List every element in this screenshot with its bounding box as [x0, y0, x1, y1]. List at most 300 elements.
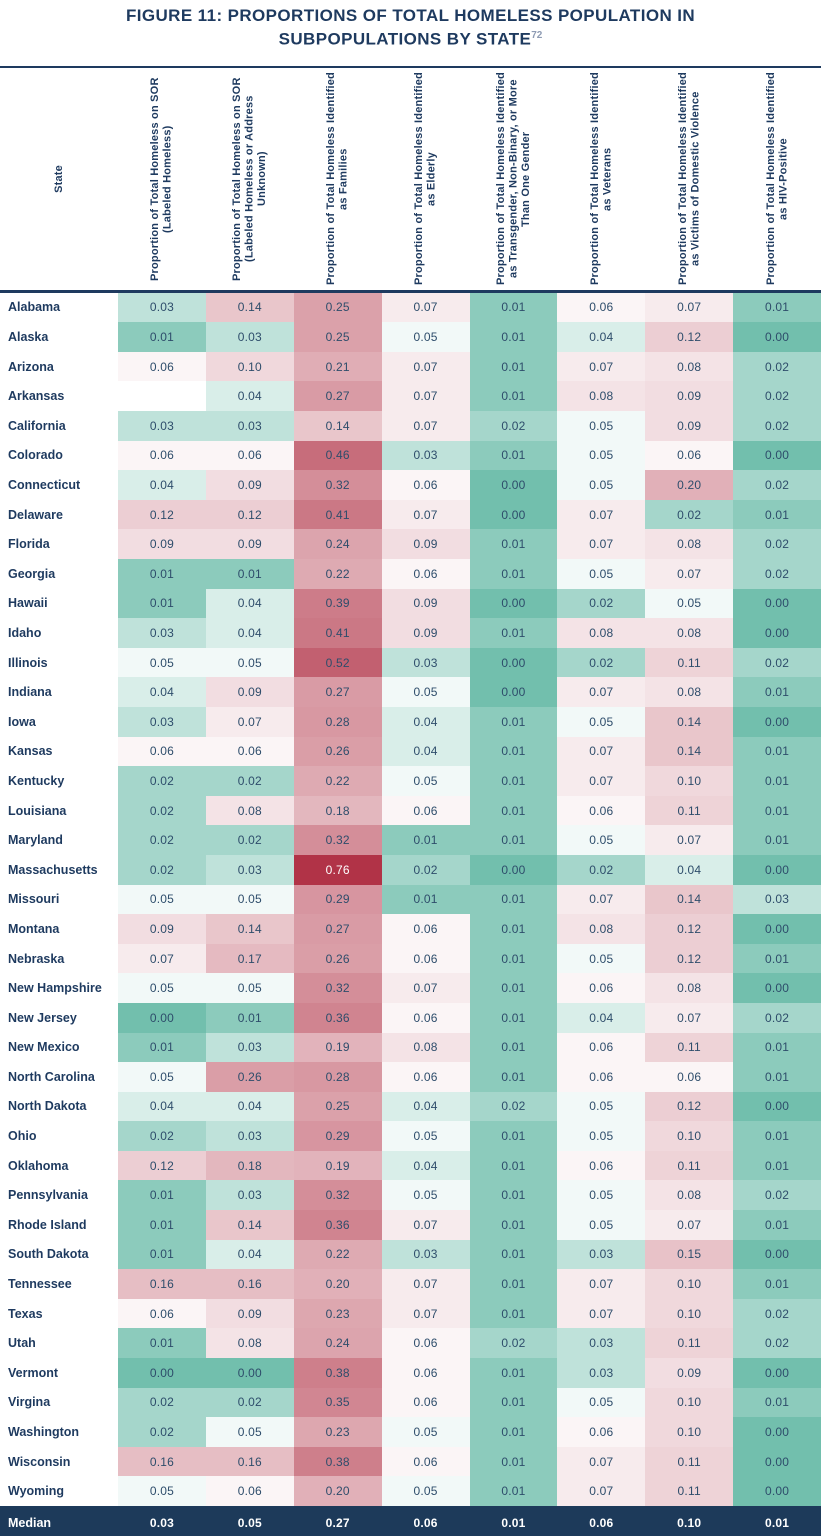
value-cell: 0.01: [470, 381, 558, 411]
value-cell: 0.04: [206, 618, 294, 648]
state-column-header: [0, 68, 118, 290]
value-cell: 0.07: [557, 1269, 645, 1299]
value-cell: 0.05: [557, 441, 645, 471]
value-cell: 0.07: [645, 559, 733, 589]
value-cell: 0.18: [206, 1151, 294, 1181]
value-cell: 0.06: [645, 441, 733, 471]
median-value-cell: 0.10: [677, 1515, 702, 1530]
state-label: South Dakota: [0, 1240, 118, 1270]
value-cell: 0.02: [645, 500, 733, 530]
table-row: [0, 885, 821, 915]
value-cell: 0.02: [733, 470, 821, 500]
value-cell: 0.05: [645, 589, 733, 619]
value-cell: 0.03: [206, 1180, 294, 1210]
value-cell: 0.05: [118, 973, 206, 1003]
value-cell: 0.02: [382, 855, 470, 885]
table-row: [0, 1388, 821, 1418]
value-cell: 0.04: [382, 1151, 470, 1181]
value-cell: 0.04: [206, 381, 294, 411]
state-label: Florida: [0, 529, 118, 559]
value-cell: 0.01: [470, 1062, 558, 1092]
state-label: Wyoming: [0, 1476, 118, 1506]
value-cell: 0.07: [557, 766, 645, 796]
value-cell: 0.22: [294, 766, 382, 796]
column-header-label: Proportion of Total Homeless Identified as Elderly: [413, 72, 438, 286]
value-cell: 0.00: [733, 589, 821, 619]
value-cell: 0.01: [470, 766, 558, 796]
value-cell: 0.41: [294, 618, 382, 648]
table-row: [0, 500, 821, 530]
value-cell: 0.02: [557, 648, 645, 678]
value-cell: 0.02: [733, 1328, 821, 1358]
state-label: Missouri: [0, 885, 118, 915]
column-header-label: Proportion of Total Homeless on SOR (Labeled Homeless or Address Unknown): [231, 76, 269, 281]
table-row: [0, 381, 821, 411]
value-cell: 0.39: [294, 589, 382, 619]
value-cell: 0.05: [206, 1417, 294, 1447]
value-cell: 0.05: [382, 677, 470, 707]
value-cell: 0.20: [294, 1476, 382, 1506]
value-cell: 0.06: [118, 1299, 206, 1329]
value-cell: 0.25: [294, 293, 382, 323]
value-cell: 0.01: [733, 1269, 821, 1299]
value-cell: 0.01: [470, 914, 558, 944]
value-cell: 0.01: [470, 1121, 558, 1151]
value-cell: 0.07: [382, 500, 470, 530]
state-label: Virgina: [0, 1388, 118, 1418]
value-cell: 0.16: [206, 1447, 294, 1477]
table-row: [0, 1417, 821, 1447]
value-cell: 0.01: [733, 1121, 821, 1151]
value-cell: 0.14: [645, 707, 733, 737]
value-cell: 0.01: [470, 796, 558, 826]
value-cell: 0.01: [470, 1180, 558, 1210]
value-cell: 0.01: [470, 1269, 558, 1299]
value-cell: 0.14: [294, 411, 382, 441]
value-cell: 0.00: [118, 1003, 206, 1033]
table-row: [0, 825, 821, 855]
value-cell: 0.06: [382, 1447, 470, 1477]
value-cell: 0.28: [294, 707, 382, 737]
value-cell: 0.36: [294, 1003, 382, 1033]
value-cell: 0.03: [557, 1240, 645, 1270]
table-row: [0, 618, 821, 648]
value-cell: 0.11: [645, 796, 733, 826]
table-row: [0, 1062, 821, 1092]
value-cell: 0.25: [294, 1092, 382, 1122]
value-cell: 0.02: [118, 1388, 206, 1418]
value-cell: 0.09: [645, 381, 733, 411]
value-cell: 0.05: [382, 1121, 470, 1151]
value-cell: 0.05: [557, 1121, 645, 1151]
value-cell: 0.07: [645, 1003, 733, 1033]
value-cell: 0.07: [645, 1210, 733, 1240]
value-cell: 0.06: [206, 1476, 294, 1506]
table-row: [0, 1180, 821, 1210]
value-cell: 0.05: [557, 1388, 645, 1418]
value-cell: 0.01: [470, 322, 558, 352]
state-label: Louisiana: [0, 796, 118, 826]
value-cell: 0.01: [733, 944, 821, 974]
value-cell: 0.06: [645, 1062, 733, 1092]
state-label: Vermont: [0, 1358, 118, 1388]
value-cell: 0.10: [645, 1417, 733, 1447]
value-cell: 0.07: [557, 352, 645, 382]
value-cell: 0.16: [206, 1269, 294, 1299]
state-label: Oklahoma: [0, 1151, 118, 1181]
value-cell: 0.05: [557, 470, 645, 500]
table-row: [0, 322, 821, 352]
value-cell: 0.14: [645, 737, 733, 767]
state-label: Montana: [0, 914, 118, 944]
value-cell: 0.01: [118, 1240, 206, 1270]
value-cell: 0.01: [118, 1328, 206, 1358]
state-label: New Mexico: [0, 1033, 118, 1063]
value-cell: 0.01: [733, 293, 821, 323]
value-cell: 0.02: [733, 1299, 821, 1329]
value-cell: 0.07: [557, 1447, 645, 1477]
value-cell: 0.03: [118, 618, 206, 648]
value-cell: 0.00: [470, 677, 558, 707]
value-cell: 0.27: [294, 914, 382, 944]
value-cell: 0.28: [294, 1062, 382, 1092]
value-cell: 0.00: [733, 707, 821, 737]
value-cell: 0.02: [733, 1003, 821, 1033]
state-label: Colorado: [0, 441, 118, 471]
table-row: [0, 766, 821, 796]
value-cell: 0.06: [206, 737, 294, 767]
figure-title-line2-text: SUBPOPULATIONS BY STATE: [278, 29, 532, 49]
value-cell: 0.01: [382, 885, 470, 915]
value-cell: 0.06: [382, 559, 470, 589]
value-cell: 0.11: [645, 1476, 733, 1506]
value-cell: 0.06: [382, 1003, 470, 1033]
value-cell: 0.25: [294, 322, 382, 352]
value-cell: 0.08: [206, 796, 294, 826]
value-cell: 0.12: [118, 1151, 206, 1181]
median-label: Median: [8, 1515, 52, 1530]
value-cell: 0.03: [382, 441, 470, 471]
value-cell: 0.01: [470, 885, 558, 915]
value-cell: 0.07: [382, 352, 470, 382]
value-cell: 0.03: [557, 1358, 645, 1388]
value-cell: 0.01: [382, 825, 470, 855]
median-value-cell: 0.03: [149, 1515, 175, 1530]
value-cell: 0.07: [382, 1299, 470, 1329]
state-label: Washington: [0, 1417, 118, 1447]
value-cell: 0.04: [206, 1240, 294, 1270]
value-cell: 0.32: [294, 470, 382, 500]
value-cell: 0.02: [733, 529, 821, 559]
table-row: [0, 1003, 821, 1033]
value-cell: 0.01: [470, 1033, 558, 1063]
value-cell: 0.18: [294, 796, 382, 826]
median-value-cell: 0.06: [413, 1515, 438, 1530]
column-header-label: Proportion of Total Homeless Identified as Veterans: [588, 72, 614, 286]
state-label: Alaska: [0, 322, 118, 352]
value-cell: 0.01: [733, 766, 821, 796]
value-cell: 0.09: [382, 589, 470, 619]
value-cell: 0.05: [382, 766, 470, 796]
value-cell: 0.21: [294, 352, 382, 382]
value-cell: 0.11: [645, 1151, 733, 1181]
column-header-5: [470, 68, 558, 290]
table-row: [0, 707, 821, 737]
value-cell: 0.01: [733, 796, 821, 826]
value-cell: 0.29: [294, 1121, 382, 1151]
value-cell: 0.26: [294, 944, 382, 974]
value-cell: 0.32: [294, 1180, 382, 1210]
value-cell: 0.05: [118, 648, 206, 678]
state-label: Pennsylvania: [0, 1180, 118, 1210]
value-cell: 0.14: [645, 885, 733, 915]
table-row: [0, 293, 821, 323]
value-cell: 0.01: [470, 1447, 558, 1477]
value-cell: 0.00: [733, 322, 821, 352]
value-cell: 0.15: [645, 1240, 733, 1270]
value-cell: 0.02: [557, 855, 645, 885]
value-cell: 0.08: [645, 618, 733, 648]
value-cell: 0.06: [382, 914, 470, 944]
value-cell: 0.01: [470, 1240, 558, 1270]
value-cell: 0.05: [557, 707, 645, 737]
value-cell: 0.01: [733, 825, 821, 855]
value-cell: 0.10: [645, 1121, 733, 1151]
value-cell: 0.08: [557, 618, 645, 648]
median-value-cell: 0.01: [501, 1515, 526, 1530]
value-cell: 0.06: [382, 1358, 470, 1388]
figure-title: [0, 0, 821, 50]
value-cell: 0.00: [470, 589, 558, 619]
value-cell: 0.24: [294, 529, 382, 559]
table-row: [0, 1358, 821, 1388]
value-cell: 0.01: [733, 1388, 821, 1418]
table-row: [0, 1121, 821, 1151]
value-cell: 0.00: [733, 1358, 821, 1388]
value-cell: 0.03: [206, 1033, 294, 1063]
value-cell: 0.07: [557, 1476, 645, 1506]
value-cell: 0.02: [733, 411, 821, 441]
median-value-cell: 0.27: [325, 1515, 350, 1530]
median-value-cell: 0.05: [237, 1515, 262, 1530]
value-cell: 0.01: [118, 1180, 206, 1210]
value-cell: 0.07: [557, 677, 645, 707]
value-cell: 0.01: [470, 441, 558, 471]
value-cell: 0.12: [118, 500, 206, 530]
value-cell: 0.08: [206, 1328, 294, 1358]
value-cell: 0.19: [294, 1033, 382, 1063]
state-label: New Hampshire: [0, 973, 118, 1003]
value-cell: 0.02: [118, 1417, 206, 1447]
table-row: [0, 589, 821, 619]
table-row: [0, 529, 821, 559]
value-cell: 0.38: [294, 1358, 382, 1388]
value-cell: 0.07: [557, 1299, 645, 1329]
value-cell: 0.01: [470, 1299, 558, 1329]
value-cell: 0.02: [118, 825, 206, 855]
state-column-header-label: State: [52, 164, 65, 193]
value-cell: 0.05: [382, 1180, 470, 1210]
table-row: [0, 944, 821, 974]
value-cell: 0.08: [645, 677, 733, 707]
value-cell: 0.05: [206, 648, 294, 678]
value-cell: 0.03: [206, 411, 294, 441]
value-cell: 0.01: [470, 1388, 558, 1418]
table-row: [0, 1447, 821, 1477]
value-cell: 0.10: [645, 1299, 733, 1329]
value-cell: 0.05: [557, 1092, 645, 1122]
value-cell: 0.02: [733, 352, 821, 382]
value-cell: 0.08: [645, 352, 733, 382]
value-cell: 0.08: [645, 973, 733, 1003]
value-cell: 0.01: [118, 1033, 206, 1063]
value-cell: 0.06: [206, 441, 294, 471]
value-cell: 0.04: [382, 737, 470, 767]
state-label: Iowa: [0, 707, 118, 737]
heatmap-body: [0, 293, 821, 1506]
value-cell: 0.10: [645, 1388, 733, 1418]
column-header-6: [557, 68, 645, 290]
value-cell: 0.01: [733, 1062, 821, 1092]
value-cell: 0.14: [206, 1210, 294, 1240]
value-cell: 0.09: [206, 677, 294, 707]
value-cell: 0.20: [645, 470, 733, 500]
value-cell: 0.07: [382, 1269, 470, 1299]
value-cell: 0.22: [294, 559, 382, 589]
table-row: [0, 973, 821, 1003]
value-cell: 0.00: [733, 1447, 821, 1477]
table-row: [0, 470, 821, 500]
value-cell: 0.14: [206, 914, 294, 944]
value-cell: 0.22: [294, 1240, 382, 1270]
value-cell: 0.12: [645, 914, 733, 944]
value-cell: 0.01: [470, 618, 558, 648]
column-header-4: [382, 68, 470, 290]
heatmap-column-headers: [0, 68, 821, 293]
table-row: [0, 1210, 821, 1240]
value-cell: 0.09: [118, 529, 206, 559]
value-cell: 0.09: [382, 529, 470, 559]
table-row: [0, 796, 821, 826]
state-label: Arkansas: [0, 381, 118, 411]
value-cell: 0.05: [557, 411, 645, 441]
value-cell: 0.00: [733, 855, 821, 885]
value-cell: 0.11: [645, 648, 733, 678]
value-cell: 0.01: [470, 1358, 558, 1388]
value-cell: 0.08: [645, 529, 733, 559]
value-cell: 0.01: [470, 352, 558, 382]
table-row: [0, 1269, 821, 1299]
column-header-2: [206, 68, 294, 290]
value-cell: 0.05: [206, 973, 294, 1003]
value-cell: 0.06: [557, 796, 645, 826]
value-cell: 0.16: [118, 1447, 206, 1477]
value-cell: 0.00: [733, 441, 821, 471]
table-row: [0, 352, 821, 382]
value-cell: 0.01: [470, 293, 558, 323]
value-cell: 0.10: [206, 352, 294, 382]
column-header-label: Proportion of Total Homeless Identified as Transgender, Non-Binary, or More Than One Gender: [494, 72, 532, 286]
value-cell: 0.01: [470, 1210, 558, 1240]
state-label: Rhode Island: [0, 1210, 118, 1240]
value-cell: 0.00: [118, 1358, 206, 1388]
value-cell: 0.05: [557, 825, 645, 855]
value-cell: 0.02: [733, 559, 821, 589]
value-cell: 0.00: [733, 1417, 821, 1447]
value-cell: 0.09: [206, 529, 294, 559]
state-label: Kansas: [0, 737, 118, 767]
value-cell: 0.02: [118, 796, 206, 826]
value-cell: 0.16: [118, 1269, 206, 1299]
value-cell: 0.12: [206, 500, 294, 530]
value-cell: 0.01: [470, 825, 558, 855]
value-cell: 0.03: [206, 322, 294, 352]
value-cell: 0.04: [382, 707, 470, 737]
value-cell: 0.05: [206, 885, 294, 915]
value-cell: 0.03: [118, 293, 206, 323]
state-label: Connecticut: [0, 470, 118, 500]
state-label: North Carolina: [0, 1062, 118, 1092]
table-row: [0, 677, 821, 707]
value-cell: 0.24: [294, 1328, 382, 1358]
value-cell: 0.02: [206, 1388, 294, 1418]
median-value-cell: 0.06: [589, 1515, 614, 1530]
value-cell: 0.23: [294, 1299, 382, 1329]
value-cell: 0.02: [470, 411, 558, 441]
value-cell: 0.10: [645, 766, 733, 796]
value-cell: 0.03: [118, 411, 206, 441]
value-cell: 0.20: [294, 1269, 382, 1299]
state-label: Maryland: [0, 825, 118, 855]
state-label: Texas: [0, 1299, 118, 1329]
value-cell: 0.76: [294, 855, 382, 885]
value-cell: 0.01: [118, 322, 206, 352]
value-cell: 0.03: [557, 1328, 645, 1358]
value-cell: 0.27: [294, 381, 382, 411]
value-cell: 0.06: [557, 1417, 645, 1447]
value-cell: 0.04: [118, 677, 206, 707]
value-cell: 0.02: [118, 766, 206, 796]
value-cell: 0.06: [382, 796, 470, 826]
state-label: Ohio: [0, 1121, 118, 1151]
value-cell: [118, 381, 206, 411]
value-cell: 0.09: [645, 1358, 733, 1388]
table-row: [0, 1092, 821, 1122]
value-cell: 0.03: [382, 648, 470, 678]
value-cell: 0.01: [733, 1151, 821, 1181]
value-cell: 0.06: [557, 1033, 645, 1063]
column-header-label: Proportion of Total Homeless on SOR (Labeled Homeless): [149, 76, 174, 281]
median-value-cell: 0.01: [764, 1515, 790, 1530]
value-cell: 0.05: [557, 1180, 645, 1210]
value-cell: 0.05: [382, 1476, 470, 1506]
table-row: [0, 1033, 821, 1063]
value-cell: 0.14: [206, 293, 294, 323]
value-cell: 0.06: [382, 1062, 470, 1092]
value-cell: 0.02: [206, 766, 294, 796]
value-cell: 0.01: [470, 973, 558, 1003]
value-cell: 0.01: [470, 1417, 558, 1447]
value-cell: 0.05: [557, 944, 645, 974]
value-cell: 0.07: [645, 293, 733, 323]
value-cell: 0.00: [733, 618, 821, 648]
value-cell: 0.01: [470, 737, 558, 767]
state-label: Arizona: [0, 352, 118, 382]
value-cell: 0.46: [294, 441, 382, 471]
value-cell: 0.11: [645, 1033, 733, 1063]
value-cell: 0.29: [294, 885, 382, 915]
value-cell: 0.06: [118, 441, 206, 471]
